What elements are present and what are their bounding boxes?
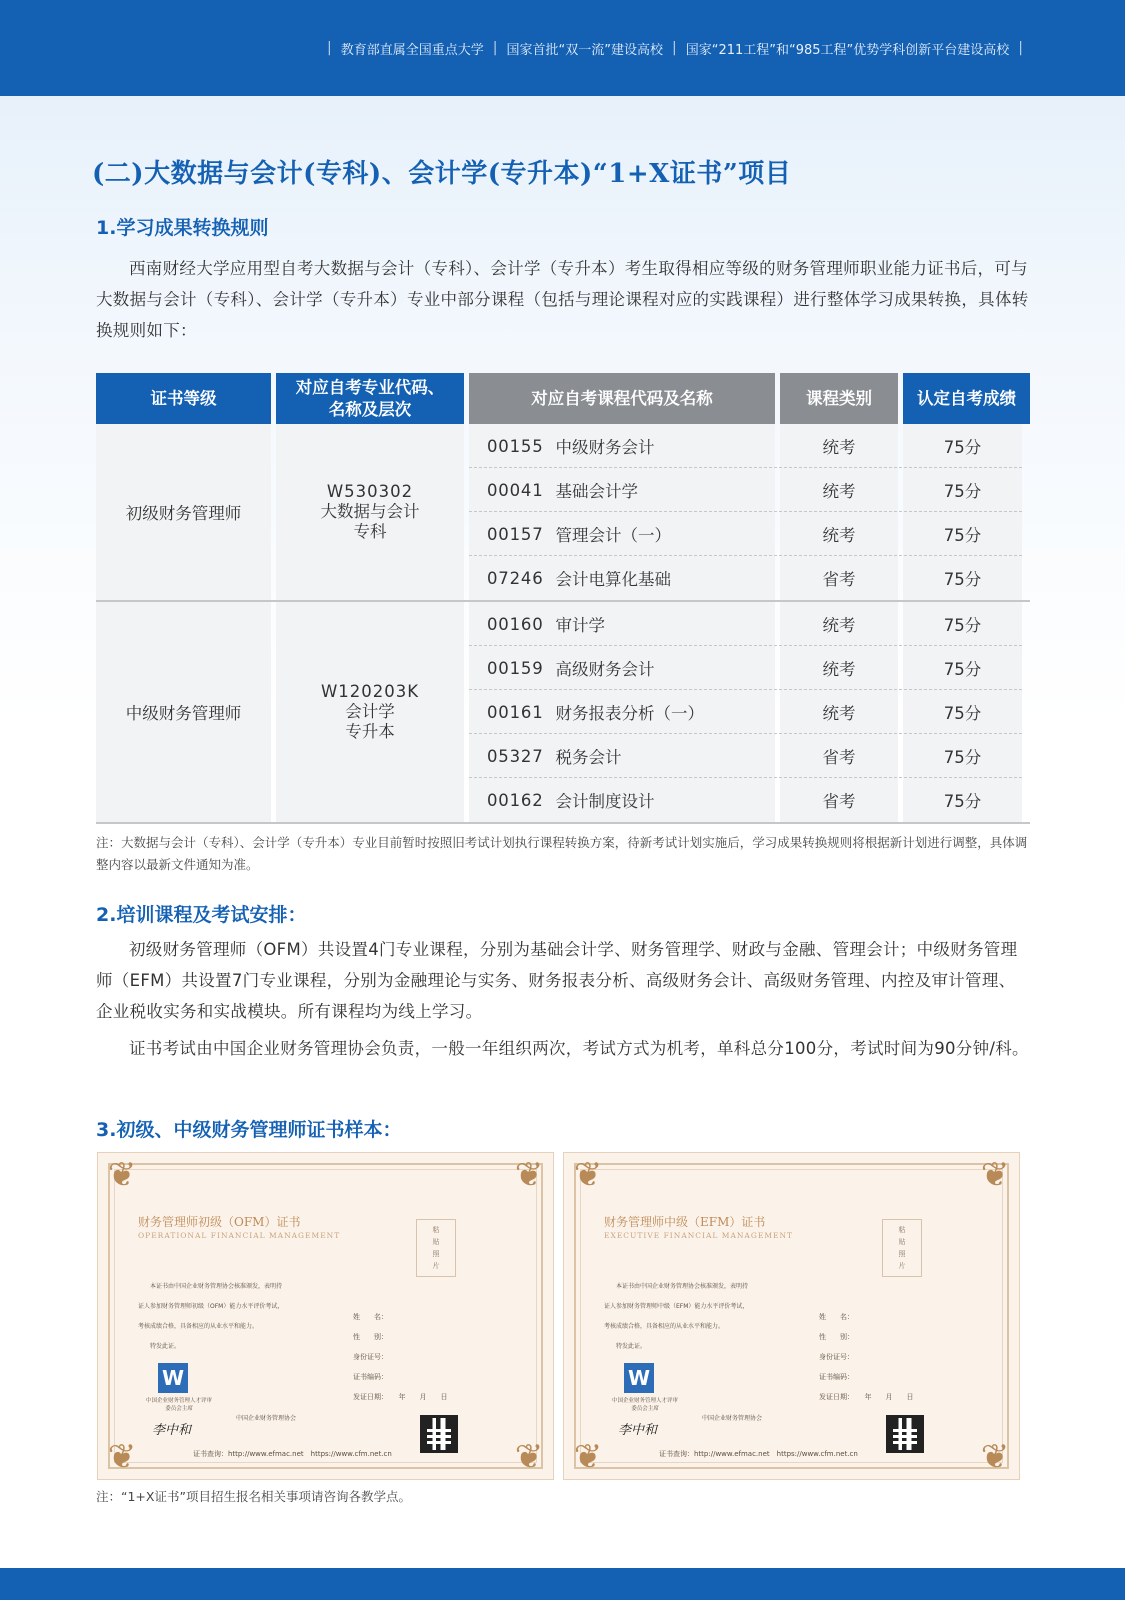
course-code: 00162 bbox=[487, 790, 544, 810]
section-2-paragraph-2: 证书考试由中国企业财务管理协会负责，一般一年组织两次，考试方式为机考，单科总分100分，考试时间为90分钟/科。 bbox=[129, 1039, 1029, 1058]
th-major-line2: 名称及层次 bbox=[328, 399, 412, 419]
course-type: 统考 bbox=[780, 424, 898, 468]
th-score: 认定自考成绩 bbox=[903, 373, 1030, 424]
section-2-paragraph-1: 初级财务管理师（OFM）共设置4门专业课程，分别为基础会计学、财务管理学、财政与金融、管理会计；中级财务管理师（EFM）共设置7门专业课程，分别为金融理论与实务、财务报表分析、高级财务会计、高级财务管理、内控及审计管理、企业税收实务和实战模块。所有课程均为线上学习。 bbox=[96, 940, 1018, 1021]
course-code: 07246 bbox=[487, 568, 544, 588]
course-score: 75分 bbox=[903, 646, 1022, 690]
course-code: 05327 bbox=[487, 746, 544, 766]
corner-ornament-icon: ❦ bbox=[107, 1437, 137, 1477]
cert-association: 中国企业财务管理协会 bbox=[236, 1415, 297, 1422]
table-bottom-border bbox=[96, 822, 1030, 824]
cert-signature: 李中和 bbox=[152, 1423, 192, 1438]
course-score: 75分 bbox=[903, 556, 1022, 600]
qr-code-icon bbox=[420, 1415, 458, 1453]
qr-code-icon bbox=[886, 1415, 924, 1453]
course-code: 00155 bbox=[487, 436, 544, 456]
cert-signature: 李中和 bbox=[618, 1423, 658, 1438]
group-2-major bbox=[276, 602, 464, 822]
course-name: 基础会计学 bbox=[555, 482, 638, 501]
course-name: 会计电算化基础 bbox=[555, 570, 671, 589]
group-1-major-level: 专科 bbox=[353, 522, 387, 541]
section-3-title: 3.初级、中级财务管理师证书样本： bbox=[96, 1119, 402, 1141]
header-item-3: 国家“211工程”和“985工程”优势学科创新平台建设高校 bbox=[685, 42, 1010, 58]
cert-urls: 证书查询：http://www.efmac.net https://www.cfm.net.cn bbox=[193, 1450, 392, 1458]
cert-org: 中国企业财务管理人才评审委员会主席 bbox=[145, 1398, 212, 1412]
corner-ornament-icon: ❦ bbox=[980, 1437, 1010, 1477]
course-name: 中级财务会计 bbox=[555, 438, 655, 457]
table-row bbox=[469, 424, 1030, 468]
row-divider bbox=[469, 645, 1022, 646]
course-type: 统考 bbox=[780, 646, 898, 690]
cert-fields: 姓 名： 性 别： 身份证号： 证书编码： 发证日期： 年 月 日 bbox=[819, 1313, 914, 1401]
group-2-major-code: W120203K bbox=[320, 682, 420, 701]
cert-body: 本证书由中国企业财务管理协会核准颁发，表明持 证人参加财务管理师初级（OFM）能力水平评价考试， 考核成绩合格，具备相应的从业水平和能力。 特发此证。 bbox=[138, 1283, 284, 1350]
course-name: 会计制度设计 bbox=[555, 792, 655, 811]
row-divider bbox=[469, 777, 1022, 778]
course-code: 00041 bbox=[487, 480, 544, 500]
header-taglines: | 教育部直属全国重点大学 | 国家首批“双一流”建设高校 | 国家“211工程”和“985工程”优势学科创新平台建设高校 | bbox=[327, 40, 1023, 58]
corner-ornament-icon: ❦ bbox=[573, 1155, 603, 1195]
cert-photo-box: 粘 贴 照 片 bbox=[882, 1219, 922, 1277]
th-type: 课程类别 bbox=[780, 373, 898, 424]
course-type: 统考 bbox=[780, 602, 898, 646]
course-name: 高级财务会计 bbox=[555, 660, 655, 679]
certificate-note: 注：“1+X证书”项目招生报名相关事项请咨询各教学点。 bbox=[96, 1489, 411, 1504]
course-type: 统考 bbox=[780, 468, 898, 512]
cert-logo: W bbox=[624, 1363, 654, 1393]
cert-association: 中国企业财务管理协会 bbox=[702, 1415, 763, 1422]
corner-ornament-icon: ❦ bbox=[514, 1155, 544, 1195]
header-item-1: 教育部直属全国重点大学 bbox=[340, 42, 484, 58]
row-divider bbox=[469, 555, 1022, 556]
cert-logo: W bbox=[158, 1363, 188, 1393]
cert-subtitle: EXECUTIVE FINANCIAL MANAGEMENT bbox=[604, 1231, 794, 1240]
table-note: 注：大数据与会计（专科）、会计学（专升本）专业目前暂时按照旧考试计划执行课程转换方案，待新考试计划实施后，学习成果转换规则将根据新计划进行调整，具体调整内容以最新文件通知为准。 bbox=[96, 835, 1028, 872]
th-major-line1: 对应自考专业代码、 bbox=[295, 377, 445, 397]
course-type: 省考 bbox=[780, 556, 898, 600]
course-name: 税务会计 bbox=[555, 748, 622, 767]
course-code: 00159 bbox=[487, 658, 544, 678]
cert-fields: 姓 名： 性 别： 身份证号： 证书编码： 发证日期： 年 月 日 bbox=[353, 1313, 448, 1401]
group-1-level: 初级财务管理师 bbox=[96, 424, 271, 600]
course-type: 统考 bbox=[780, 690, 898, 734]
cert-subtitle: OPERATIONAL FINANCIAL MANAGEMENT bbox=[138, 1231, 341, 1240]
row-divider bbox=[469, 733, 1022, 734]
table-row bbox=[469, 512, 1030, 556]
table-row bbox=[469, 778, 1030, 822]
cert-title: 财务管理师初级（OFM）证书 bbox=[138, 1215, 301, 1229]
table-row bbox=[469, 602, 1030, 646]
corner-ornament-icon: ❦ bbox=[514, 1437, 544, 1477]
course-score: 75分 bbox=[903, 602, 1022, 646]
cert-org: 中国企业财务管理人才评审委员会主席 bbox=[611, 1398, 678, 1412]
course-score: 75分 bbox=[903, 424, 1022, 468]
group-2-level: 中级财务管理师 bbox=[96, 602, 271, 822]
course-score: 75分 bbox=[903, 778, 1022, 822]
cert-photo-box: 粘 贴 照 片 bbox=[416, 1219, 456, 1277]
footer-bar bbox=[0, 1568, 1125, 1600]
cert-urls: 证书查询：http://www.efmac.net https://www.cfm.net.cn bbox=[659, 1450, 858, 1458]
corner-ornament-icon: ❦ bbox=[980, 1155, 1010, 1195]
row-divider bbox=[469, 689, 1022, 690]
group-2-major-name: 会计学 bbox=[345, 702, 395, 721]
course-code: 00161 bbox=[487, 702, 544, 722]
group-1-major bbox=[276, 424, 464, 600]
header-item-2: 国家首批“双一流”建设高校 bbox=[506, 42, 663, 58]
group-1-major-name: 大数据与会计 bbox=[320, 502, 420, 521]
course-score: 75分 bbox=[903, 734, 1022, 778]
table-row bbox=[469, 646, 1030, 690]
course-name: 管理会计（一） bbox=[555, 526, 671, 545]
th-major bbox=[276, 373, 464, 424]
course-type: 统考 bbox=[780, 512, 898, 556]
section-2-title: 2.培训课程及考试安排： bbox=[96, 904, 307, 926]
corner-ornament-icon: ❦ bbox=[107, 1155, 137, 1195]
corner-ornament-icon: ❦ bbox=[573, 1437, 603, 1477]
course-name: 审计学 bbox=[555, 616, 605, 635]
table-row bbox=[469, 734, 1030, 778]
table-row bbox=[469, 690, 1030, 734]
certificate-ofm bbox=[97, 1152, 554, 1480]
course-code: 00160 bbox=[487, 614, 544, 634]
row-divider bbox=[469, 467, 1022, 468]
table-row bbox=[469, 468, 1030, 512]
group-2-major-level: 专升本 bbox=[345, 722, 395, 741]
course-type: 省考 bbox=[780, 734, 898, 778]
section-1-title: 1.学习成果转换规则 bbox=[96, 217, 269, 239]
th-course: 对应自考课程代码及名称 bbox=[469, 373, 775, 424]
course-score: 75分 bbox=[903, 690, 1022, 734]
course-code: 00157 bbox=[487, 524, 544, 544]
course-type: 省考 bbox=[780, 778, 898, 822]
header-bar bbox=[0, 0, 1125, 96]
group-1-major-code: W530302 bbox=[326, 482, 414, 501]
row-divider bbox=[469, 511, 1022, 512]
cert-title: 财务管理师中级（EFM）证书 bbox=[604, 1215, 766, 1229]
th-level: 证书等级 bbox=[96, 373, 271, 424]
table-row bbox=[469, 556, 1030, 600]
certificate-efm bbox=[563, 1152, 1020, 1480]
cert-body: 本证书由中国企业财务管理协会核准颁发，表明持 证人参加财务管理师中级（EFM）能力水平评价考试， 考核成绩合格，具备相应的从业水平和能力。 特发此证。 bbox=[604, 1283, 749, 1350]
course-score: 75分 bbox=[903, 468, 1022, 512]
section-1-paragraph: 西南财经大学应用型自考大数据与会计（专科）、会计学（专升本）考生取得相应等级的财务管理师职业能力证书后，可与大数据与会计（专科）、会计学（专升本）专业中部分课程（包括与理论课程对应的实践课程）进行整体学习成果转换，具体转换规则如下： bbox=[96, 259, 1029, 340]
page-title: (二)大数据与会计(专科)、会计学(专升本)“1+X证书”项目 bbox=[92, 159, 792, 189]
course-name: 财务报表分析（一） bbox=[555, 704, 704, 723]
course-score: 75分 bbox=[903, 512, 1022, 556]
